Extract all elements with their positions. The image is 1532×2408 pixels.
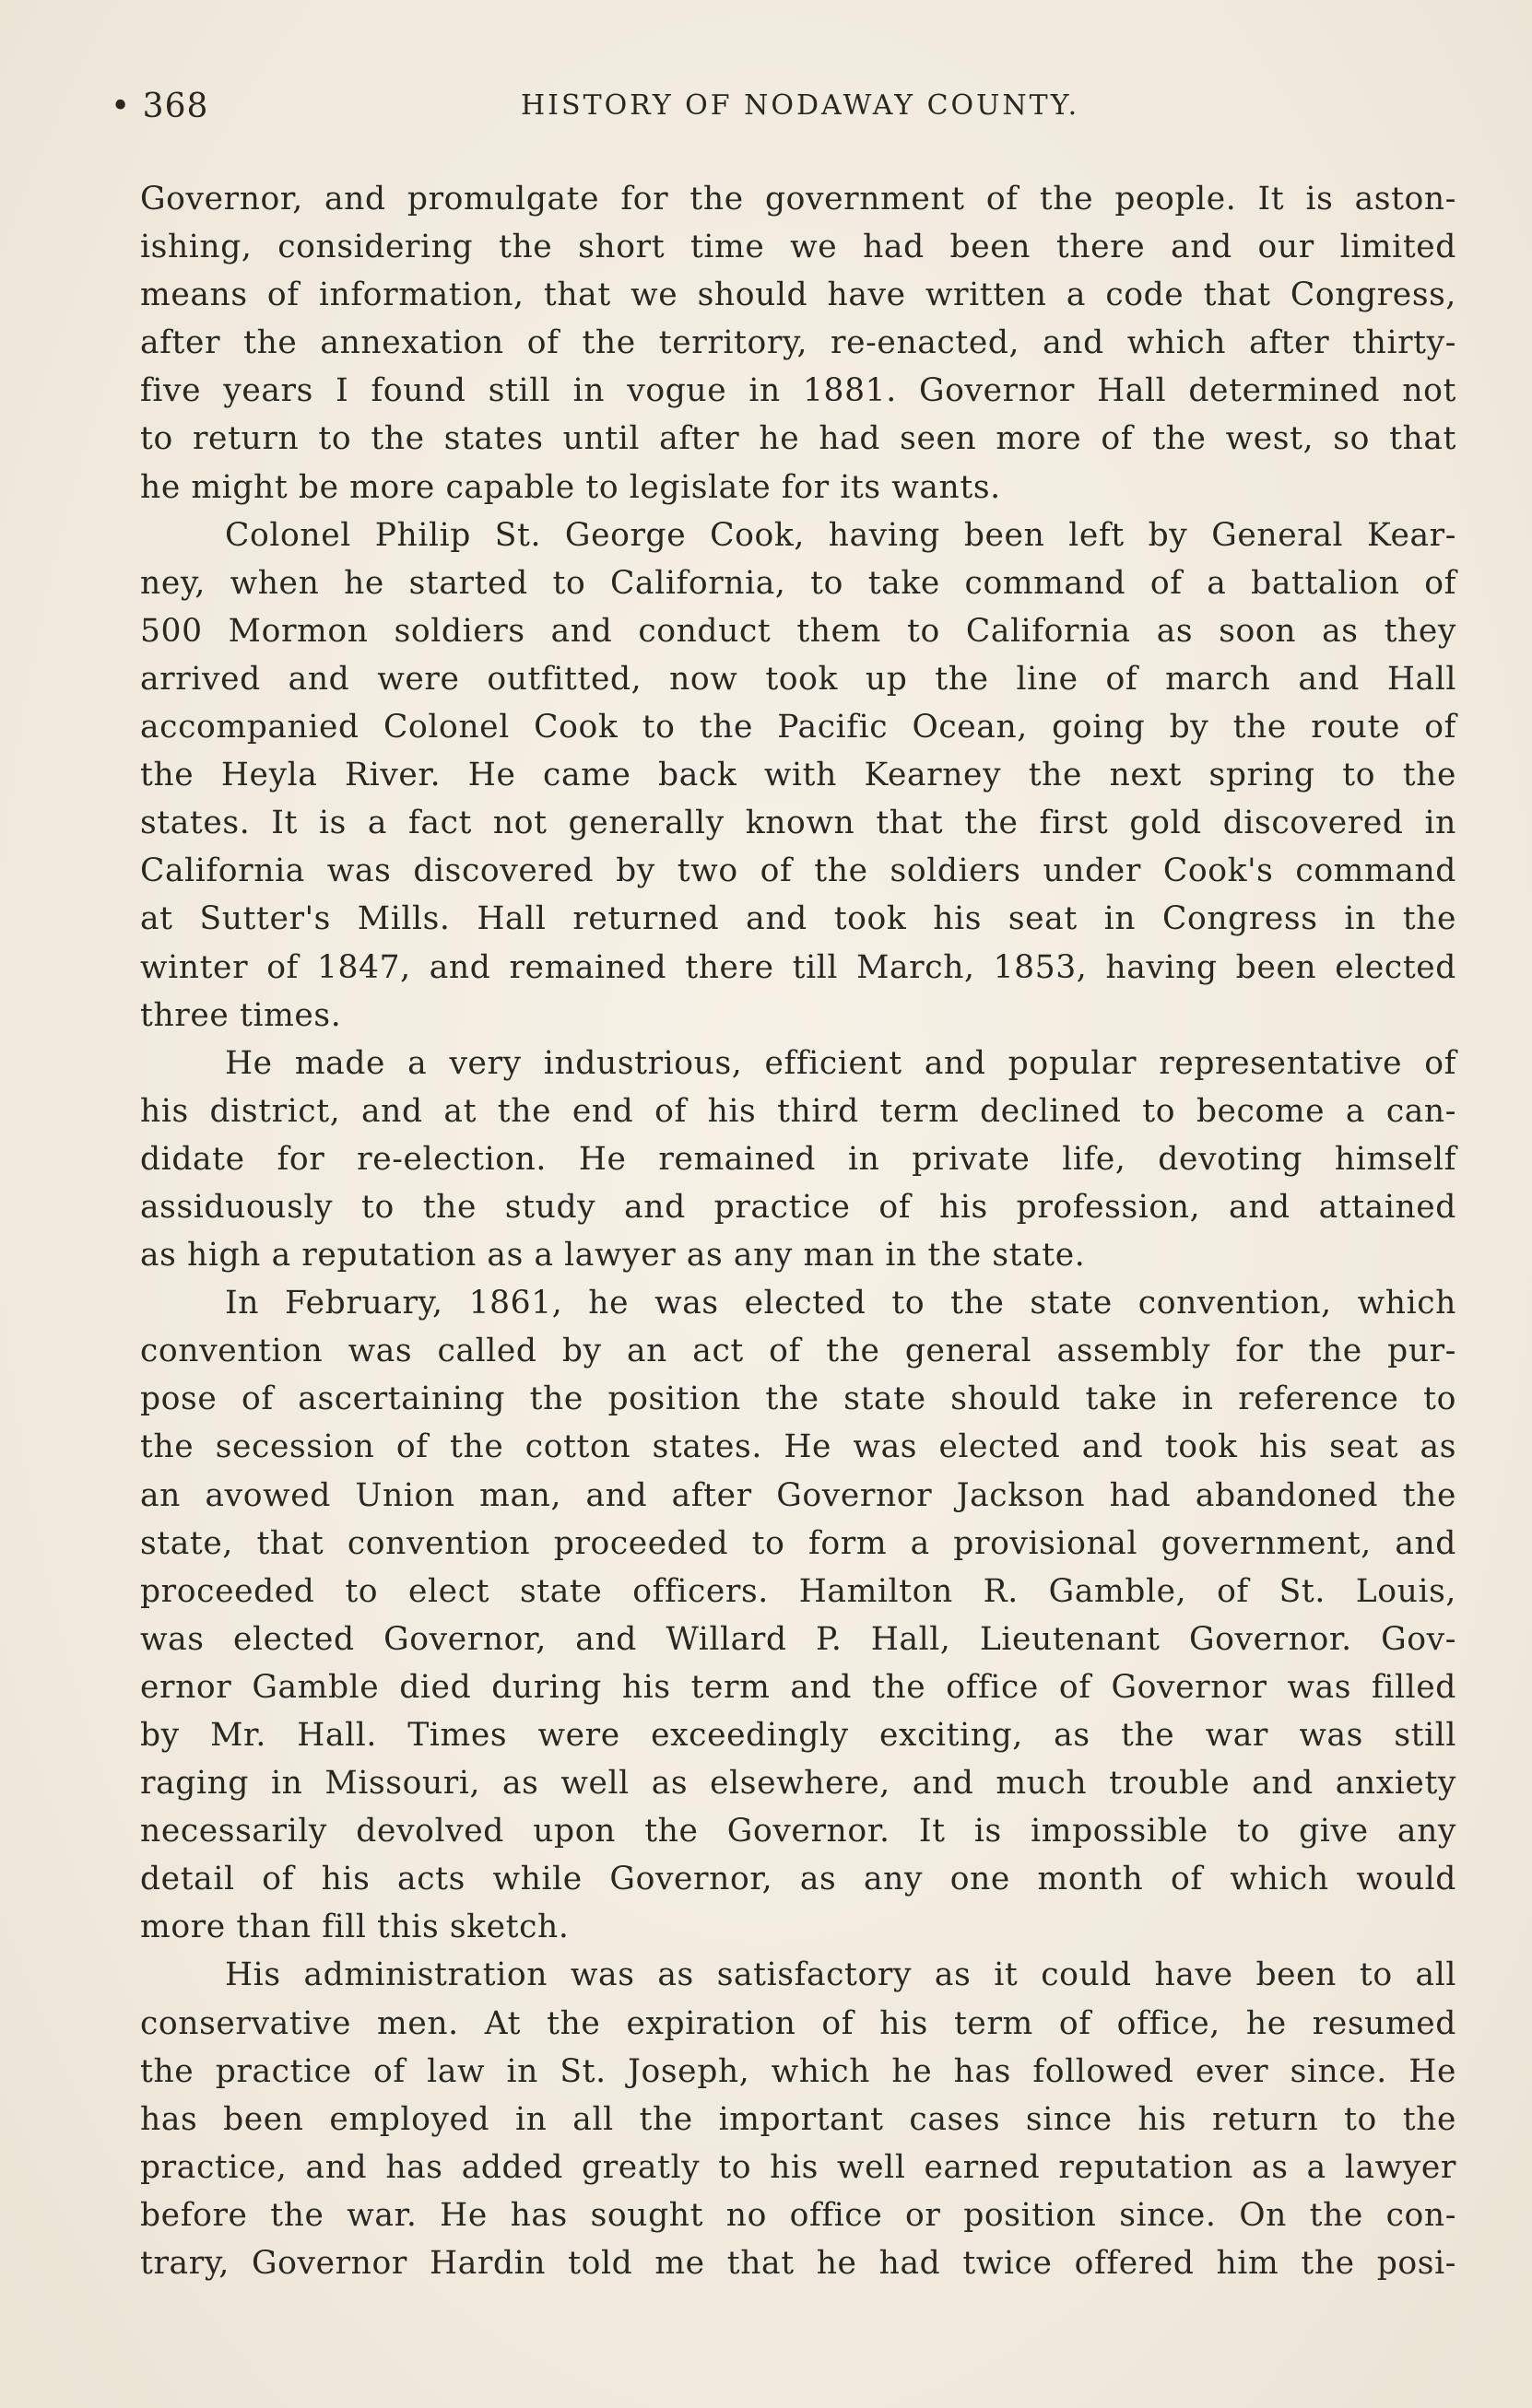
text-line: to return to the states until after he had seen more of the west, so that [140, 420, 1456, 458]
text-line: trary, Governor Hardin told me that he had twice offered him the posi- [140, 2245, 1456, 2283]
paragraph [140, 1040, 1456, 1279]
text-line: practice, and has added greatly to his well earned reputation as a lawyer [140, 2148, 1456, 2186]
text-line: necessarily devolved upon the Governor. It is impossible to give any [140, 1813, 1456, 1850]
running-title: HISTORY OF NODAWAY COUNTY. [521, 89, 1080, 122]
text-line: was elected Governor, and Willard P. Hall, Lieutenant Governor. Gov- [140, 1620, 1456, 1658]
text-line: after the annexation of the territory, re-enacted, and which after thirty- [140, 324, 1456, 362]
text-line: Governor, and promulgate for the government of the people. It is aston- [140, 181, 1456, 217]
text-line: detail of his acts while Governor, as any one month of which would [140, 1861, 1456, 1898]
text-line: states. It is a fact not generally known that the first gold discovered in [140, 805, 1456, 842]
text-line: ernor Gamble died during his term and the office of Governor was filled [140, 1668, 1456, 1706]
running-head [111, 88, 1438, 134]
text-line: raging in Missouri, as well as elsewhere, and much trouble and anxiety [140, 1765, 1456, 1803]
text-line: California was discovered by two of the soldiers under Cook's command [140, 852, 1456, 890]
text-line: arrived and were outfitted, now took up the line of march and Hall [140, 660, 1456, 698]
paragraph [140, 511, 1456, 1040]
text-line: more than fill this sketch. [140, 1909, 570, 1946]
text-line: In February, 1861, he was elected to the state convention, which [225, 1285, 1456, 1322]
text-line: the Heyla River. He came back with Kearney the next spring to the [140, 757, 1456, 794]
text-line: pose of ascertaining the position the state should take in reference to [140, 1380, 1456, 1418]
text-line: He made a very industrious, efficient and popular representative of [225, 1044, 1456, 1082]
text-line: winter of 1847, and remained there till March, 1853, having been elected [140, 948, 1456, 986]
page-number: • 368 [111, 88, 209, 125]
text-line: convention was called by an act of the general assembly for the pur- [140, 1333, 1456, 1370]
text-line: as high a reputation as a lawyer as any man in the state. [140, 1237, 1086, 1274]
text-line: at Sutter's Mills. Hall returned and took his seat in Congress in the [140, 900, 1456, 938]
text-line: state, that convention proceeded to form a provisional government, and [140, 1524, 1456, 1562]
text-line: the secession of the cotton states. He was elected and took his seat as [140, 1428, 1456, 1466]
text-line: the practice of law in St. Joseph, which he has followed ever since. He [140, 2052, 1456, 2090]
text-line: his district, and at the end of his third term declined to become a can- [140, 1092, 1456, 1130]
text-line: ishing, considering the short time we had been there and our limited [140, 229, 1456, 266]
paragraph [140, 175, 1456, 511]
text-line: assiduously to the study and practice of his profession, and attained [140, 1188, 1456, 1226]
text-line: five years I found still in vogue in 1881. Governor Hall determined not [140, 372, 1456, 410]
text-line: Colonel Philip St. George Cook, having been left by General Kear- [225, 516, 1456, 554]
text-line: before the war. He has sought no office or position since. On the con- [140, 2196, 1456, 2234]
text-line: His administration was as satisfactory as it could have been to all [225, 1956, 1456, 1994]
text-line: accompanied Colonel Cook to the Pacific Ocean, going by the route of [140, 709, 1456, 746]
paragraph [140, 1951, 1456, 2287]
text-line: has been employed in all the important cases since his return to the [140, 2100, 1456, 2138]
text-line: three times. [140, 996, 342, 1034]
text-line: 500 Mormon soldiers and conduct them to California as soon as they [140, 612, 1456, 650]
body-text [140, 175, 1456, 2287]
text-line: by Mr. Hall. Times were exceedingly exciting, as the war was still [140, 1717, 1456, 1754]
text-line: conservative men. At the expiration of his term of office, he resumed [140, 2004, 1456, 2042]
text-line: proceeded to elect state officers. Hamilton R. Gamble, of St. Louis, [140, 1572, 1456, 1610]
text-line: an avowed Union man, and after Governor Jackson had abandoned the [140, 1476, 1456, 1514]
paragraph [140, 1279, 1456, 1951]
text-line: he might be more capable to legislate for its wants. [140, 468, 1001, 506]
text-line: means of information, that we should have written a code that Congress, [140, 276, 1456, 314]
text-line: didate for re-election. He remained in private life, devoting himself [140, 1140, 1456, 1178]
text-line: ney, when he started to California, to take command of a battalion of [140, 564, 1456, 602]
